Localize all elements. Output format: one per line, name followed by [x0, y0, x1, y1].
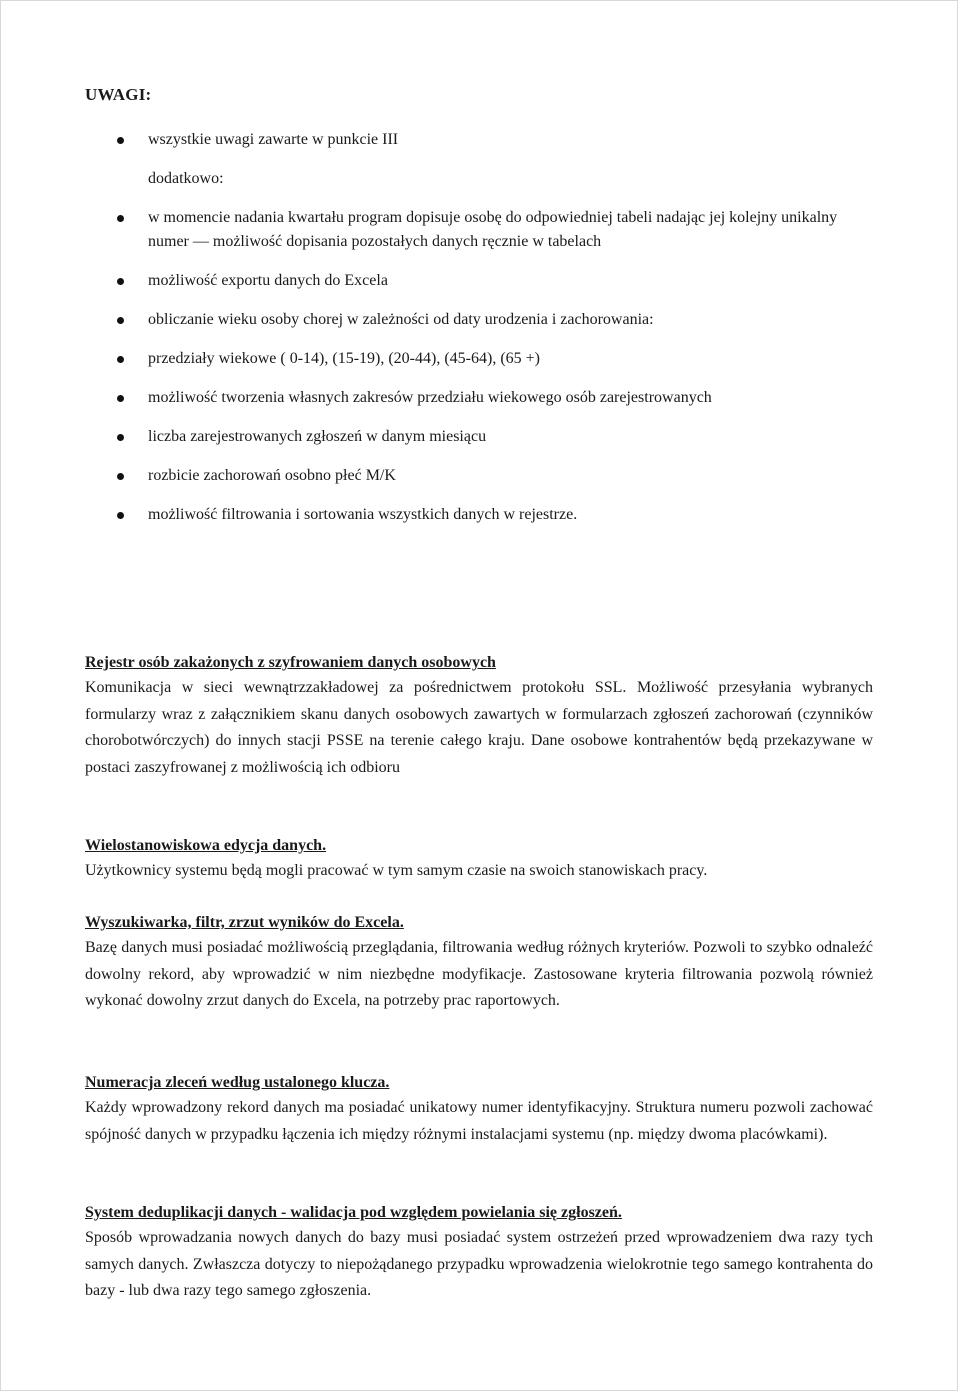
section-deduplication [85, 1201, 873, 1305]
section-body: Użytkownicy systemu będą mogli pracować w tym samym czasie na swoich stanowiskach pracy. [85, 862, 708, 879]
section-numbering [85, 1071, 873, 1148]
bullet-icon [117, 278, 124, 285]
section-body: Bazę danych musi posiadać możliwością przeglądania, filtrowania według różnych kryteriów. Pozwoli to szybko odnaleźć dowolny rekord, aby wprowadzić w nim niezbędne modyfikacje. Zastosowane kryteria filtrowania pozwolą również wykonać dowolny zrzut danych do Excela, na potrzeby prac raportowych. [85, 939, 873, 1010]
section-search-filter-export [85, 911, 873, 1015]
dodatkowo-label: dodatkowo: [148, 170, 224, 187]
bullet-item [148, 269, 868, 293]
bullet-text: przedziały wiekowe ( 0-14), (15-19), (20-44), (45-64), (65 +) [148, 350, 540, 367]
bullet-item [148, 347, 868, 371]
bullet-text: liczba zarejestrowanych zgłoszeń w danym miesiącu [148, 428, 487, 445]
section-registry-encryption [85, 651, 873, 781]
bullet-text: rozbicie zachorowań osobno płeć M/K [148, 467, 396, 484]
uwagi-heading: UWAGI: [85, 85, 152, 104]
section-multistation-editing [85, 834, 873, 885]
section-title: Rejestr osób zakażonych z szyfrowaniem danych osobowych [85, 654, 496, 671]
bullet-item [148, 425, 868, 449]
bullet-item [148, 503, 868, 527]
bullet-icon [117, 215, 124, 222]
bullet-icon [117, 473, 124, 480]
bullet-item [148, 128, 868, 152]
section-title: Wielostanowiskowa edycja danych. [85, 837, 327, 854]
bullet-icon [117, 137, 124, 144]
bullet-icon [117, 512, 124, 519]
section-title: Wyszukiwarka, filtr, zrzut wyników do Excela. [85, 914, 404, 931]
bullet-icon [117, 356, 124, 363]
section-title: Numeracja zleceń według ustalonego klucza. [85, 1074, 390, 1091]
bullet-text: obliczanie wieku osoby chorej w zależności od daty urodzenia i zachorowania: [148, 311, 654, 328]
bullet-item [148, 206, 848, 254]
section-body: Każdy wprowadzony rekord danych ma posiadać unikatowy numer identyfikacyjny. Struktura numeru pozwoli zachować spójność danych w przypadku łączenia ich między różnymi instalacjami systemu (np. między dwoma placówkami). [85, 1099, 873, 1143]
bullet-text: wszystkie uwagi zawarte w punkcie III [148, 131, 399, 148]
bullet-item [148, 464, 868, 488]
bullet-icon [117, 317, 124, 324]
bullet-icon [117, 434, 124, 441]
section-title: System deduplikacji danych - walidacja pod względem powielania się zgłoszeń. [85, 1204, 622, 1221]
bullet-item [148, 308, 868, 332]
bullet-text: w momencie nadania kwartału program dopisuje osobę do odpowiedniej tabeli nadając jej kolejny unikalny numer — możliwość dopisania pozostałych danych ręcznie w tabelach [148, 209, 838, 250]
bullet-text: możliwość filtrowania i sortowania wszystkich danych w rejestrze. [148, 506, 578, 523]
bullet-item [148, 386, 868, 410]
section-body: Komunikacja w sieci wewnątrzzakładowej za pośrednictwem protokołu SSL. Możliwość przesyłania wybranych formularzy wraz z załącznikiem skanu danych osobowych zawartych w formularzach zgłoszeń zachorowań (czynników chorobotwórczych) do innych stacji PSSE na terenie całego kraju. Dane osobowe kontrahentów będą przekazywane w postaci zaszyfrowanej z możliwością ich odbioru [85, 679, 873, 776]
bullet-text: możliwość tworzenia własnych zakresów przedziału wiekowego osób zarejestrowanych [148, 389, 712, 406]
bullet-icon [117, 395, 124, 402]
bullet-text: możliwość exportu danych do Excela [148, 272, 388, 289]
section-body: Sposób wprowadzania nowych danych do bazy musi posiadać system ostrzeżeń przed wprowadzeniem dwa razy tych samych danych. Zwłaszcza dotyczy to niepożądanego przypadku wprowadzenia wielokrotnie tego samego kontrahenta do bazy - lub dwa razy tego samego zgłoszenia. [85, 1229, 873, 1300]
